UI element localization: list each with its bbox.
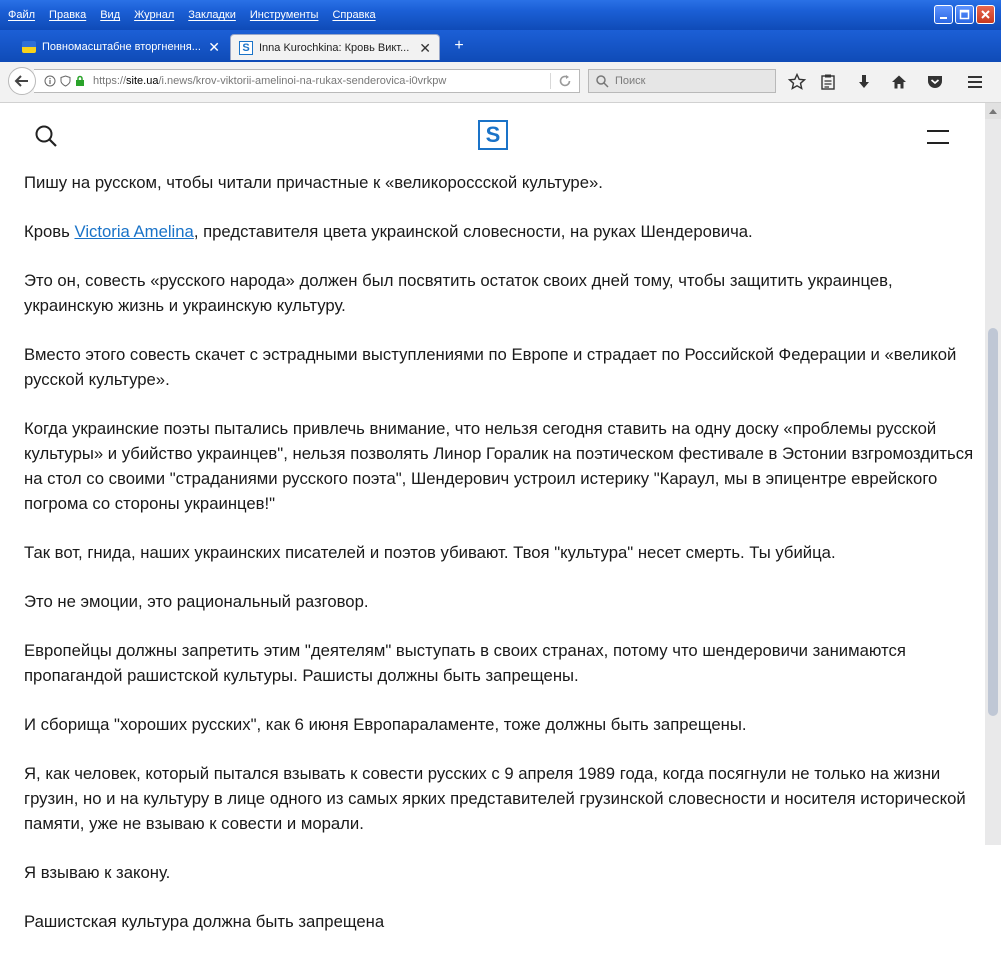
page-scrollbar[interactable]	[985, 103, 1001, 845]
bookmark-star-icon[interactable]	[788, 73, 806, 91]
reading-list-icon[interactable]	[819, 73, 837, 91]
paragraph-text: Кровь	[24, 222, 75, 241]
shield-icon	[60, 75, 71, 87]
minimize-icon	[938, 9, 949, 20]
site-menu-icon[interactable]	[925, 129, 951, 145]
article-paragraph: Я взываю к закону.	[24, 863, 171, 882]
url-text	[93, 75, 446, 87]
article-paragraph: Это он, совесть «русского народа» должен был посвятить остаток своих дней тому, чтобы защитить украинцев, украинскую жизнь и украинскую культуру.	[24, 271, 893, 315]
author-link[interactable]: Victoria Amelina	[74, 222, 194, 241]
article-paragraph: И сборища "хороших русских", как 6 июня Европараламенте, тоже должны быть запрещены.	[24, 715, 747, 734]
menu-bookmarks[interactable]: Закладки	[188, 9, 236, 21]
reload-icon[interactable]	[557, 73, 573, 89]
menu-tools[interactable]: Инструменты	[249, 9, 319, 21]
lock-icon	[75, 75, 85, 87]
scroll-up-button[interactable]	[985, 103, 1001, 119]
menu-file[interactable]: Файл	[8, 9, 36, 21]
scroll-thumb[interactable]	[988, 328, 998, 716]
article-body	[24, 170, 974, 958]
window-controls	[934, 5, 995, 24]
site-favicon-icon: S	[239, 41, 253, 55]
site-logo[interactable]: S	[478, 120, 508, 150]
search-placeholder: Поиск	[615, 75, 646, 87]
tab-title: Inna Kurochkina: Кровь Викт...	[259, 41, 410, 54]
maximize-button[interactable]	[955, 5, 974, 24]
tab-strip	[0, 30, 1001, 62]
tab-close-icon[interactable]: ✕	[419, 39, 431, 56]
article-paragraph: Рашистская культура должна быть запрещена	[24, 912, 385, 931]
article-paragraph	[24, 219, 974, 244]
menu-edit[interactable]: Правка	[49, 9, 87, 21]
article-paragraph: Это не эмоции, это рациональный разговор.	[24, 592, 369, 611]
download-icon[interactable]	[855, 73, 873, 91]
tab-title: Повномасштабне вторгнення...	[42, 41, 201, 53]
urlbar-separator	[550, 73, 551, 89]
article-paragraph: Вместо этого совесть скачет с эстрадными выступлениями по Европе и страдает по Российской Федерации и «великой русской культуре».	[24, 345, 957, 389]
ukraine-flag-icon	[22, 41, 36, 53]
url-prefix: https://	[93, 75, 127, 87]
close-window-button[interactable]	[976, 5, 995, 24]
article-paragraph: Я, как человек, который пытался взывать к совести русских с 9 апреля 1989 года, когда посягнули не только на жизни грузин, но и на культуру в лице одного из самых ярких представителей грузинской словесности и носителя исторической памяти, уже не взываю к совести и морали.	[24, 764, 966, 833]
close-icon	[980, 9, 991, 20]
url-host: site.ua	[126, 75, 159, 87]
hamburger-menu-icon[interactable]	[966, 73, 984, 91]
home-icon[interactable]	[890, 73, 908, 91]
search-bar[interactable]	[588, 69, 776, 93]
minimize-button[interactable]	[934, 5, 953, 24]
paragraph-text: , представителя цвета украинской словесности, на руках Шендеровича.	[193, 222, 753, 241]
info-icon	[44, 75, 56, 87]
site-search-icon[interactable]	[34, 124, 58, 148]
menu-history[interactable]: Журнал	[134, 9, 175, 21]
chevron-up-icon	[989, 108, 997, 114]
security-indicators[interactable]	[44, 75, 85, 87]
new-tab-button[interactable]: +	[454, 37, 464, 54]
article-paragraph: Европейцы должны запретить этим "деятелям" выступать в своих странах, потому что шендеровичи занимаются пропагандой рашистской культуры. Рашисты должны быть запрещены.	[24, 641, 906, 685]
url-path: /i.news/krov-viktorii-amelinoi-na-rukax-senderovica-i0vrkpw	[158, 75, 447, 87]
menu-view[interactable]: Вид	[100, 9, 121, 21]
site-header	[0, 103, 985, 165]
maximize-icon	[959, 9, 970, 20]
article-paragraph: Так вот, гнида, наших украинских писателей и поэтов убивают. Твоя "культура" несет смерть. Ты убийца.	[24, 543, 836, 562]
address-bar[interactable]	[34, 69, 580, 93]
tab-war-news[interactable]	[22, 34, 228, 60]
search-icon	[595, 74, 609, 88]
back-button[interactable]	[8, 67, 36, 95]
menu-bar	[8, 6, 376, 24]
pocket-icon[interactable]	[926, 73, 944, 91]
tab-close-icon[interactable]: ✕	[208, 39, 220, 55]
tab-active-article[interactable]	[230, 34, 440, 60]
menu-help[interactable]: Справка	[332, 9, 376, 21]
back-arrow-icon	[14, 73, 30, 89]
article-paragraph: Пишу на русском, чтобы читали причастные к «великороссcкой культуре».	[24, 173, 603, 192]
article-paragraph: Когда украинские поэты пытались привлечь внимание, что нельзя сегодня ставить на одну доску «проблемы русской культуры» и убийство украинцев", нельзя позволять Линор Горалик на поэтическом фестивале в Эстонии взгромоздиться на стол со своими "страданиями русского поэта", Шендерович устроил истерику "Караул, мы в эпицентре еврейского погрома со стороны украинцев!"	[24, 419, 974, 513]
nav-toolbar	[0, 62, 1001, 103]
title-bar	[0, 0, 1001, 30]
